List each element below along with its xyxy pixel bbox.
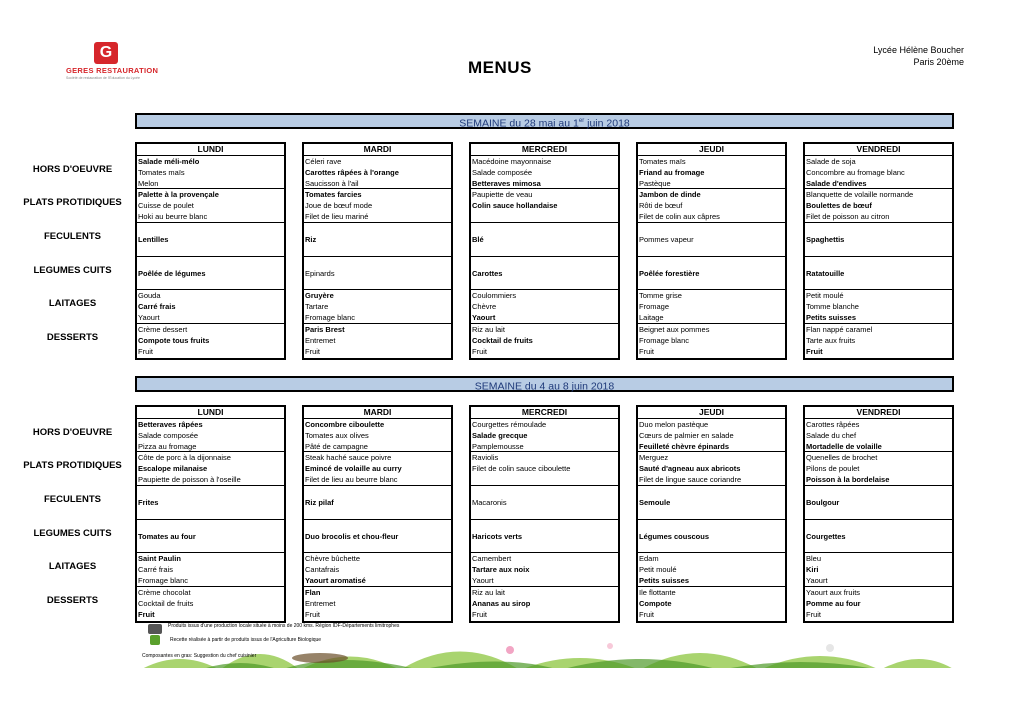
row-label: LAITAGES	[48, 561, 97, 572]
week-title-end: juin 2018	[584, 117, 630, 130]
menu-item: Flan nappé caramel	[806, 325, 873, 334]
menu-item: Pamplemousse	[472, 442, 524, 451]
menu-item: Beignet aux pommes	[639, 325, 710, 334]
day-column	[302, 142, 453, 360]
day-column	[302, 405, 453, 623]
menu-item: Fromage blanc	[138, 576, 189, 585]
grass-decoration	[140, 628, 955, 668]
section-laitages	[137, 290, 284, 324]
row-label: FECULENTS	[44, 231, 101, 242]
menu-item: Blé	[472, 235, 484, 244]
section-feculents	[137, 223, 284, 257]
section-hors	[471, 156, 618, 189]
menu-item: Edam	[639, 554, 659, 563]
menu-item: Rôti de bœuf	[639, 201, 683, 210]
week-title	[135, 376, 954, 392]
section-plats	[638, 452, 785, 486]
day-header: MERCREDI	[471, 144, 618, 156]
menu-item: Crème chocolat	[138, 588, 191, 597]
menu-item: Saucisson à l'ail	[305, 179, 359, 188]
menu-item: Courgettes	[806, 531, 846, 541]
section-laitages	[638, 290, 785, 324]
menu-item	[471, 474, 618, 485]
day-column	[803, 405, 954, 623]
day-header: MARDI	[304, 407, 451, 419]
week-title-sup: er	[578, 118, 585, 124]
day-header: VENDREDI	[805, 144, 952, 156]
menu-item: Carré frais	[138, 302, 176, 311]
section-desserts	[137, 587, 284, 621]
menu-item: Salade grecque	[472, 431, 528, 440]
menu-item: Yaourt aromatisé	[305, 576, 366, 585]
day-header: JEUDI	[638, 144, 785, 156]
section-desserts	[805, 587, 952, 621]
section-legumes	[304, 257, 451, 290]
menu-item: Friand au fromage	[639, 168, 705, 177]
menu-item: Haricots verts	[472, 531, 523, 541]
menu-item: Tartare	[305, 302, 329, 311]
menu-item: Laitage	[639, 313, 664, 322]
menu-item: Riz au lait	[472, 588, 505, 597]
menu-item: Tomates aux olives	[305, 431, 369, 440]
menu-item: Yaourt	[472, 313, 496, 322]
menu-item: Cuisse de poulet	[138, 201, 194, 210]
menu-item: Fruit	[472, 610, 487, 619]
menu-item: Pastèque	[639, 179, 671, 188]
menu-item: Légumes couscous	[639, 531, 710, 541]
day-column	[135, 405, 286, 623]
day-header: VENDREDI	[805, 407, 952, 419]
legend-bio: Recette réalisée à partir de produits issus de l'Agriculture Biologique	[170, 637, 322, 643]
menu-item: Lentilles	[138, 235, 169, 244]
menu-item: Tomates maïs	[639, 157, 686, 166]
menu-item: Fruit	[639, 610, 654, 619]
section-desserts	[304, 324, 451, 358]
section-desserts	[137, 324, 284, 358]
menu-item: Salade composée	[138, 431, 199, 440]
menu-item: Macédoine mayonnaise	[472, 157, 552, 166]
section-legumes	[638, 520, 785, 553]
section-legumes	[471, 257, 618, 290]
menu-item: Ratatouille	[806, 268, 845, 278]
week-title-text: SEMAINE du 4 au 8 juin 2018	[474, 380, 615, 393]
menu-item: Tomme blanche	[806, 302, 859, 311]
menu-item: Côte de porc à la dijonnaise	[138, 453, 231, 462]
menu-item: Bleu	[806, 554, 822, 563]
section-feculents	[638, 223, 785, 257]
menu-item: Compote tous fruits	[138, 336, 210, 345]
menu-item: Salade composée	[472, 168, 533, 177]
menu-item: Entremet	[305, 599, 336, 608]
menu-item: Filet de lieu mariné	[305, 212, 369, 221]
section-desserts	[471, 587, 618, 621]
row-label: DESSERTS	[46, 595, 99, 606]
legend-local: Produits issus d'une production locale située à moins de 200 kms. Région IDF-Départements limitrophes	[168, 623, 400, 629]
menu-item: Chèvre	[472, 302, 497, 311]
menu-item: Blanquette de volaille normande	[806, 190, 914, 199]
section-laitages	[137, 553, 284, 587]
section-desserts	[304, 587, 451, 621]
day-column	[636, 142, 787, 360]
menu-item: Fromage	[639, 302, 670, 311]
menu-item: Carré frais	[138, 565, 174, 574]
section-desserts	[471, 324, 618, 358]
menu-item: Melon	[138, 179, 159, 188]
menu-item: Fruit	[639, 347, 654, 356]
section-feculents	[638, 486, 785, 520]
menu-item: Carottes	[472, 268, 503, 278]
menu-item: Pilons de poulet	[806, 464, 860, 473]
section-hors	[805, 156, 952, 189]
menu-item: Cocktail de fruits	[472, 336, 533, 345]
menu-item: Petits suisses	[806, 313, 857, 322]
menu-item: Céleri rave	[305, 157, 342, 166]
menu-item: Poêlée de légumes	[138, 268, 206, 278]
section-plats	[471, 189, 618, 223]
section-hors	[137, 419, 284, 452]
section-hors	[304, 156, 451, 189]
menu-item: Concombre ciboulette	[305, 420, 385, 429]
menu-item: Fruit	[472, 347, 487, 356]
menu-item: Yaourt	[472, 576, 494, 585]
row-label: HORS D'OEUVRE	[32, 426, 113, 438]
section-plats	[137, 452, 284, 486]
menu-item: Pâté de campagne	[305, 442, 368, 451]
menu-item: Fruit	[806, 347, 823, 356]
section-feculents	[805, 486, 952, 520]
section-legumes	[471, 520, 618, 553]
menu-item: Filet de lieu au beurre blanc	[305, 475, 398, 484]
menu-item: Pommes vapeur	[639, 235, 694, 244]
menu-item: Carottes râpées	[806, 420, 860, 429]
menu-item: Gruyère	[305, 291, 334, 300]
day-header: MERCREDI	[471, 407, 618, 419]
menu-item: Raviolis	[472, 453, 499, 462]
section-laitages	[638, 553, 785, 587]
menu-item: Filet de poisson au citron	[806, 212, 890, 221]
menu-item: Poêlée forestière	[639, 268, 700, 278]
menu-item: Gouda	[138, 291, 161, 300]
menu-item: Compote	[639, 599, 672, 608]
menu-item: Betteraves râpées	[138, 420, 203, 429]
menu-item: Duo brocolis et chou-fleur	[305, 531, 399, 541]
logo-mark: G	[94, 42, 118, 64]
section-feculents	[137, 486, 284, 520]
section-hors	[304, 419, 451, 452]
section-laitages	[805, 553, 952, 587]
section-laitages	[471, 290, 618, 324]
bio-leaf-icon	[150, 635, 160, 645]
menu-item: Jambon de dinde	[639, 190, 701, 199]
menu-item: Fruit	[138, 610, 155, 619]
menu-item: Paris Brest	[305, 325, 345, 334]
menu-item: Pomme au four	[806, 599, 861, 608]
section-desserts	[638, 587, 785, 621]
menu-item: Feuilleté chèvre épinards	[639, 442, 730, 451]
menu-item: Riz pilaf	[305, 498, 334, 507]
menu-item: Courgettes rémoulade	[472, 420, 547, 429]
day-column	[636, 405, 787, 623]
school-name: Lycée Hélène Boucher	[873, 45, 964, 55]
menu-item: Yaourt	[138, 313, 160, 322]
section-laitages	[304, 553, 451, 587]
logo-subtitle: Société de restauration de l'Éducation du Lycée	[66, 76, 140, 80]
menu-item: Hoki au beurre blanc	[138, 212, 208, 221]
day-column	[135, 142, 286, 360]
section-hors	[137, 156, 284, 189]
legend-chef: Composantes en gras: Suggestion du chef cuisinier	[142, 653, 257, 659]
school-info	[873, 44, 964, 68]
menu-item: Yaourt aux fruits	[806, 588, 861, 597]
row-label: LAITAGES	[48, 298, 97, 309]
section-laitages	[471, 553, 618, 587]
menu-item: Crème dessert	[138, 325, 188, 334]
menu-item: Cantafrais	[305, 565, 340, 574]
menu-item: Fruit	[305, 347, 320, 356]
menu-item: Tartare aux noix	[472, 565, 530, 574]
section-plats	[471, 452, 618, 486]
section-feculents	[304, 223, 451, 257]
section-desserts	[805, 324, 952, 358]
menu-item: Emincé de volaille au curry	[305, 464, 402, 473]
menu-item: Tomates maïs	[138, 168, 185, 177]
day-header: JEUDI	[638, 407, 785, 419]
menu-item: Duo melon pastèque	[639, 420, 709, 429]
day-column	[803, 142, 954, 360]
menu-item: Betteraves mimosa	[472, 179, 541, 188]
section-laitages	[304, 290, 451, 324]
section-laitages	[805, 290, 952, 324]
menu-item: Ananas au sirop	[472, 599, 531, 608]
section-legumes	[638, 257, 785, 290]
menu-item: Cocktail de fruits	[138, 599, 194, 608]
geres-logo	[66, 42, 159, 82]
row-label: PLATS PROTIDIQUES	[23, 460, 122, 471]
menu-item: Fruit	[138, 347, 153, 356]
menu-item: Sauté d'agneau aux abricots	[639, 464, 741, 473]
section-plats	[638, 189, 785, 223]
row-label: LEGUMES CUITS	[33, 264, 112, 276]
menu-item: Semoule	[639, 498, 671, 507]
day-column	[469, 405, 620, 623]
section-feculents	[304, 486, 451, 520]
menu-item: Frites	[138, 498, 159, 507]
menu-item: Tarte aux fruits	[806, 336, 856, 345]
menu-item: Fromage blanc	[639, 336, 690, 345]
section-feculents	[471, 486, 618, 520]
menu-item: Fromage blanc	[305, 313, 356, 322]
day-column	[469, 142, 620, 360]
menu-item: Paupiette de veau	[472, 190, 533, 199]
week-title-text: SEMAINE du 28 mai au 1	[459, 117, 579, 130]
section-hors	[638, 419, 785, 452]
section-plats	[304, 189, 451, 223]
section-desserts	[638, 324, 785, 358]
section-hors	[471, 419, 618, 452]
menu-item: Quenelles de brochet	[806, 453, 878, 462]
section-hors	[805, 419, 952, 452]
page-title: MENUS	[468, 58, 532, 77]
menu-item: Yaourt	[806, 576, 828, 585]
menu-item: Steak haché sauce poivre	[305, 453, 392, 462]
menu-item: Salade du chef	[806, 431, 857, 440]
row-label: LEGUMES CUITS	[33, 527, 112, 539]
menu-item: Kiri	[806, 565, 819, 574]
menu-item: Filet de colin aux câpres	[639, 212, 720, 221]
menu-item: Tomates farcies	[305, 190, 362, 199]
section-legumes	[805, 257, 952, 290]
row-label: PLATS PROTIDIQUES	[23, 197, 122, 208]
section-legumes	[304, 520, 451, 553]
menu-item: Fruit	[305, 610, 320, 619]
menu-item: Flan	[305, 588, 321, 597]
day-header: LUNDI	[137, 407, 284, 419]
menu-item: Entremet	[305, 336, 336, 345]
menu-item: Tomates au four	[138, 531, 196, 541]
menu-item: Salade de soja	[806, 157, 856, 166]
menu-item: Epinards	[305, 268, 335, 278]
menu-item: Carottes râpées à l'orange	[305, 168, 399, 177]
menu-item: Poisson à la bordelaise	[806, 475, 890, 484]
day-header: LUNDI	[137, 144, 284, 156]
menu-item: Colin sauce hollandaise	[472, 201, 558, 210]
menu-item: Filet de lingue sauce coriandre	[639, 475, 742, 484]
logo-text: GERES RESTAURATION	[66, 66, 159, 75]
section-legumes	[137, 520, 284, 553]
menu-item	[471, 211, 618, 222]
menu-item: Spaghettis	[806, 235, 845, 244]
menu-item: Petits suisses	[639, 576, 690, 585]
section-feculents	[805, 223, 952, 257]
menu-item: Escalope milanaise	[138, 464, 208, 473]
row-label: DESSERTS	[46, 332, 99, 343]
menu-item: Concombre au fromage blanc	[806, 168, 905, 177]
menu-item: Riz au lait	[472, 325, 505, 334]
menu-item: Merguez	[639, 453, 669, 462]
menu-item: Coulommiers	[472, 291, 517, 300]
menu-item: Boulettes de bœuf	[806, 201, 872, 210]
menu-item: Mortadelle de volaille	[806, 442, 882, 451]
menu-item: Chèvre bûchette	[305, 554, 361, 563]
menu-item: Salade d'endives	[806, 179, 867, 188]
menu-item: Fruit	[806, 610, 821, 619]
menu-item: Macaronis	[472, 498, 507, 507]
menu-item: Filet de colin sauce ciboulette	[472, 464, 571, 473]
menu-item: Salade méli-mélo	[138, 157, 200, 166]
menu-item: Petit moulé	[639, 565, 677, 574]
menu-item: Ile flottante	[639, 588, 676, 597]
section-plats	[304, 452, 451, 486]
menu-item: Tomme grise	[639, 291, 682, 300]
week-title	[135, 113, 954, 129]
section-hors	[638, 156, 785, 189]
legend-footer	[140, 620, 955, 672]
local-product-icon	[148, 624, 162, 634]
menu-item: Pizza au fromage	[138, 442, 197, 451]
menu-item: Joue de bœuf mode	[305, 201, 373, 210]
menu-item: Paupiette de poisson à l'oseille	[138, 475, 241, 484]
school-city: Paris 20ème	[913, 57, 964, 67]
menu-item: Cœurs de palmier en salade	[639, 431, 734, 440]
section-plats	[805, 452, 952, 486]
row-label: FECULENTS	[44, 494, 101, 505]
menu-item: Saint Paulin	[138, 554, 181, 563]
section-feculents	[471, 223, 618, 257]
menu-item: Petit moulé	[806, 291, 844, 300]
day-header: MARDI	[304, 144, 451, 156]
menu-item: Riz	[305, 235, 317, 244]
section-legumes	[137, 257, 284, 290]
section-legumes	[805, 520, 952, 553]
menu-item: Palette à la provençale	[138, 190, 219, 199]
section-plats	[137, 189, 284, 223]
section-plats	[805, 189, 952, 223]
row-label: HORS D'OEUVRE	[32, 163, 113, 175]
menu-item: Camembert	[472, 554, 512, 563]
menu-item: Boulgour	[806, 498, 840, 507]
